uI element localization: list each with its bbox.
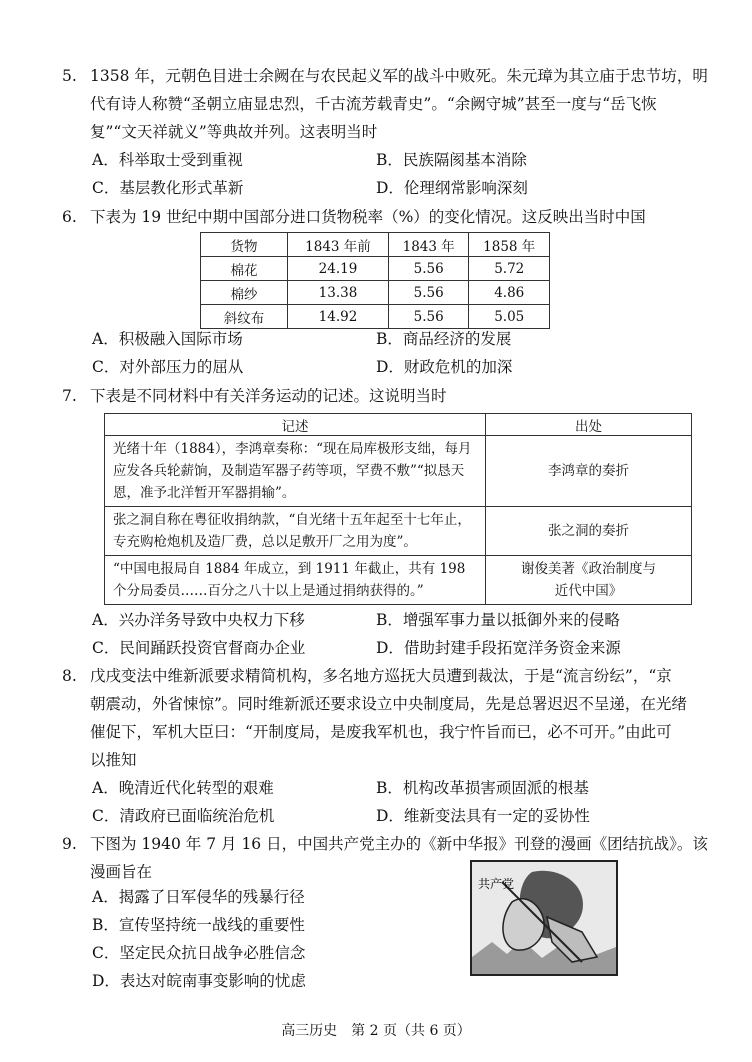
question-number: 9. [62,835,77,853]
question-stem: 复”“文天祥就义”等典故并列。这表明当时 [90,123,378,141]
question-7 [62,382,692,410]
table-row [105,556,692,605]
question-stem: 漫画旨在 [90,863,153,881]
option-d[interactable]: D．财政危机的加深 [376,358,513,376]
question-stem: 催促下，军机大臣曰：“开制度局，是废我军机也，我宁忤旨而已，必不可开。”由此可 [90,723,672,741]
cartoon-label: 共产党 [478,877,515,891]
tariff-table [200,232,550,329]
table-cell: 5.56 [388,281,469,305]
table-cell: 14.92 [288,305,389,329]
option-a[interactable]: A．兴办洋务导致中央权力下移 [92,611,305,629]
table-header: 1843 年前 [288,233,389,257]
question-number: 5. [62,67,77,85]
option-d[interactable]: D．借助封建手段拓宽洋务资金来源 [376,639,621,657]
page-footer: 高三历史 第 2 页（共 6 页） [281,1023,471,1039]
table-row [201,305,550,329]
option-c[interactable]: C．民间踊跃投资官督商办企业 [92,639,306,657]
yangwu-table [104,413,692,605]
option-d[interactable]: D．表达对皖南事变影响的忧虑 [92,972,306,990]
option-a[interactable]: A．揭露了日军侵华的残暴行径 [92,888,305,906]
question-stem: 朝震动，外省悚惊”。同时维新派还要求设立中央制度局，先是总署迟迟不呈递，在光绪 [90,695,687,713]
question-5 [62,62,708,146]
question-number: 8. [62,667,77,685]
option-d[interactable]: D．维新变法具有一定的妥协性 [376,807,590,825]
question-number: 6. [62,208,77,226]
option-b[interactable]: B．宣传坚持统一战线的重要性 [92,916,305,934]
option-b[interactable]: B．商品经济的发展 [376,330,512,348]
table-cell: 斜纹布 [201,305,288,329]
table-cell: 24.19 [288,257,389,281]
question-stem: 下表为 19 世纪中期中国部分进口货物税率（%）的变化情况。这反映出当时中国 [90,208,646,226]
table-cell: 棉花 [201,257,288,281]
question-8 [62,662,692,774]
cartoon-drawing [472,862,616,974]
table-cell: 5.05 [469,305,550,329]
table-cell: 4.86 [469,281,550,305]
option-c[interactable]: C．对外部压力的屈从 [92,358,244,376]
option-a[interactable]: A．科举取士受到重视 [92,151,243,169]
option-c[interactable]: C．基层教化形式革新 [92,179,244,197]
question-6 [62,203,692,231]
record-text: 张之洞自称在粤征收捐纳款，“自光绪十五年起至十七年止，专充购枪炮机及造厂费，总以足敷开厂之用为度”。 [105,507,486,556]
question-stem: 戊戌变法中维新派要求精简机构，多名地方巡抚大员遭到裁汰，于是“流言纷纭”，“京 [90,667,672,685]
question-stem: 下图为 1940 年 7 月 16 日，中国共产党主办的《新中华报》刊登的漫画《团结抗战》。该 [90,835,708,853]
cartoon-image [470,860,618,976]
record-source: 李鸿章的奏折 [486,436,692,507]
question-stem: 以推知 [90,751,137,769]
option-c[interactable]: C．清政府已面临统治危机 [92,807,275,825]
record-source: 谢俊美著《政治制度与近代中国》 [486,556,692,605]
table-header: 1843 年 [388,233,469,257]
option-c[interactable]: C．坚定民众抗日战争必胜信念 [92,944,306,962]
table-cell: 13.38 [288,281,389,305]
option-a[interactable]: A．晚清近代化转型的艰难 [92,779,274,797]
option-b[interactable]: B．民族隔阂基本消除 [376,151,527,169]
table-header: 记述 [105,414,486,436]
question-stem: 1358 年，元朝色目进士余阙在与农民起义军的战斗中败死。朱元璋为其立庙于忠节坊，明 [90,67,708,85]
table-cell: 5.72 [469,257,550,281]
table-header: 货物 [201,233,288,257]
record-text: “中国电报局自 1884 年成立，到 1911 年截止，共有 198 个分局委员……百分之八十以上是通过捐纳获得的。” [105,556,486,605]
option-d[interactable]: D．伦理纲常影响深刻 [376,179,528,197]
option-a[interactable]: A．积极融入国际市场 [92,330,243,348]
option-b[interactable]: B．机构改革损害顽固派的根基 [376,779,589,797]
table-header: 出处 [486,414,692,436]
question-number: 7. [62,387,77,405]
table-row [201,257,550,281]
record-source: 张之洞的奏折 [486,507,692,556]
record-text: 光绪十年（1884），李鸿章奏称：“现在局库极形支绌，每月应发各兵轮薪饷，及制造军器子药等项，罕费不敷”“拟恳天恩，准予北洋暂开军器捐输”。 [105,436,486,507]
table-cell: 棉纱 [201,281,288,305]
table-header: 1858 年 [469,233,550,257]
question-stem: 代有诗人称赞“圣朝立庙显忠烈，千古流芳载青史”。“余阙守城”甚至一度与“岳飞恢 [90,95,657,113]
question-stem: 下表是不同材料中有关洋务运动的记述。这说明当时 [90,387,447,405]
table-cell: 5.56 [388,305,469,329]
table-cell: 5.56 [388,257,469,281]
table-row [201,281,550,305]
table-row [105,436,692,507]
table-row [105,507,692,556]
option-b[interactable]: B．增强军事力量以抵御外来的侵略 [376,611,620,629]
